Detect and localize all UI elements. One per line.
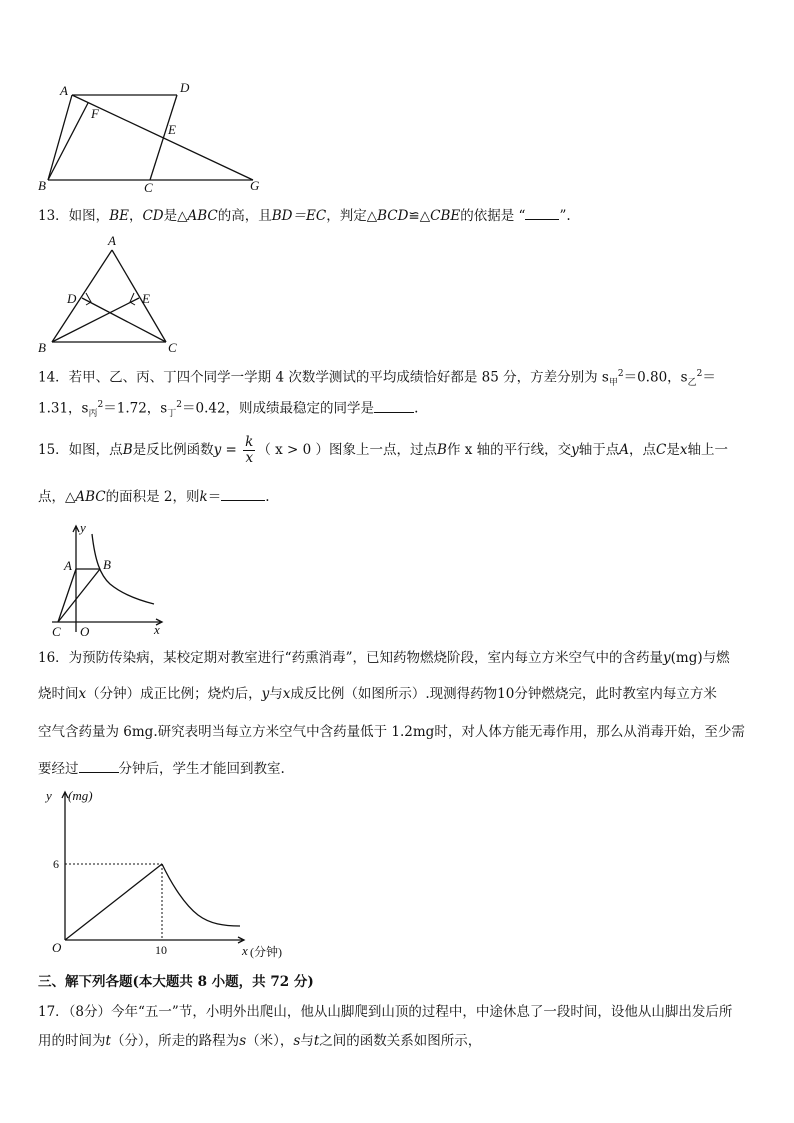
y-axis-unit: (mg) (68, 788, 93, 803)
label-c: C (52, 624, 61, 639)
question-16-line-1: 16．为预防传染病，某校定期对教室进行“药熏消毒”，已知药物燃烧阶段，室内每立方米空气中的含药量y(mg)与燃 (38, 650, 730, 666)
question-16-line-2: 烧时间x（分钟）成正比例；烧灼后，y与x成反比例（如图所示）.现测得药物10分钟燃烧完，此时教室内每立方米 (38, 686, 717, 702)
label-x: x (154, 622, 160, 637)
label-o: O (80, 624, 90, 639)
question-15-line-2: 点，△ABC的面积是 2，则k＝ . (38, 486, 758, 507)
label-a: A (60, 83, 68, 98)
label-c: C (144, 180, 153, 195)
question-13: 13．如图，BE，CD是△ABC的高，且BD＝EC，判定△BCD≌△CBE的依据是 “ ”. (38, 205, 758, 226)
y-axis-label: y (46, 788, 52, 803)
label-a: A (108, 233, 116, 248)
section-3-heading: 三、解下列各题(本大题共 8 小题，共 72 分) (38, 974, 314, 990)
label-d: D (67, 291, 77, 306)
label-c: C (168, 340, 177, 355)
label-e: E (142, 291, 150, 306)
rising-line (65, 864, 162, 940)
label-b: B (103, 557, 111, 572)
label-b: B (38, 178, 46, 193)
tick-6: 6 (53, 857, 59, 871)
fraction-k-over-x: $\frac{k}{x}$ (245, 434, 254, 466)
label-e: E (168, 122, 176, 137)
label-b: B (38, 340, 46, 355)
question-17-line-1: 17．（8分）今年“五一”节，小明外出爬山，他从山脚爬到山顶的过程中，中途休息了一段时间，设他从山脚出发后所 (38, 1004, 733, 1020)
label-a: A (64, 558, 72, 573)
origin-label: O (52, 940, 62, 955)
label-g: G (250, 178, 260, 193)
question-17-line-2: 用的时间为t（分），所走的路程为s（米），s与t之间的函数关系如图所示， (38, 1033, 482, 1049)
label-y: y (80, 520, 86, 535)
label-d: D (180, 80, 190, 95)
question-16-line-4: 要经过 分钟后，学生才能回到教室. (38, 758, 758, 779)
x-axis-unit: (分钟) (250, 945, 282, 959)
question-16-line-3: 空气含药量为 6mg.研究表明当每立方米空气中含药量低于 1.2mg时，对人体方能无毒作用，那么从消毒开始，至少需 (38, 724, 745, 740)
question-14-line-1: 14．若甲、乙、丙、丁四个同学一学期 4 次数学测试的平均成绩恰好都是 85 分，方差分别为 $s_甲^2=0.80$，$s_乙^2=$ (38, 369, 716, 389)
question-14-line-2: 1.31，$s_丙^2=1.72$，$s_丁^2=0.42$，则成绩最稳定的同学是 . (38, 395, 758, 424)
x-axis-label: x (242, 943, 248, 958)
decay-curve (162, 864, 240, 926)
tick-10: 10 (155, 943, 167, 957)
question-15-line-1: 15．如图，点B是反比例函数y = $\frac{k}{x}$ （ x > 0 ）图象上一点，过点B作 x 轴的平行线，交y轴于点A，点C是x轴上一 (38, 434, 729, 466)
label-f: F (91, 106, 99, 121)
